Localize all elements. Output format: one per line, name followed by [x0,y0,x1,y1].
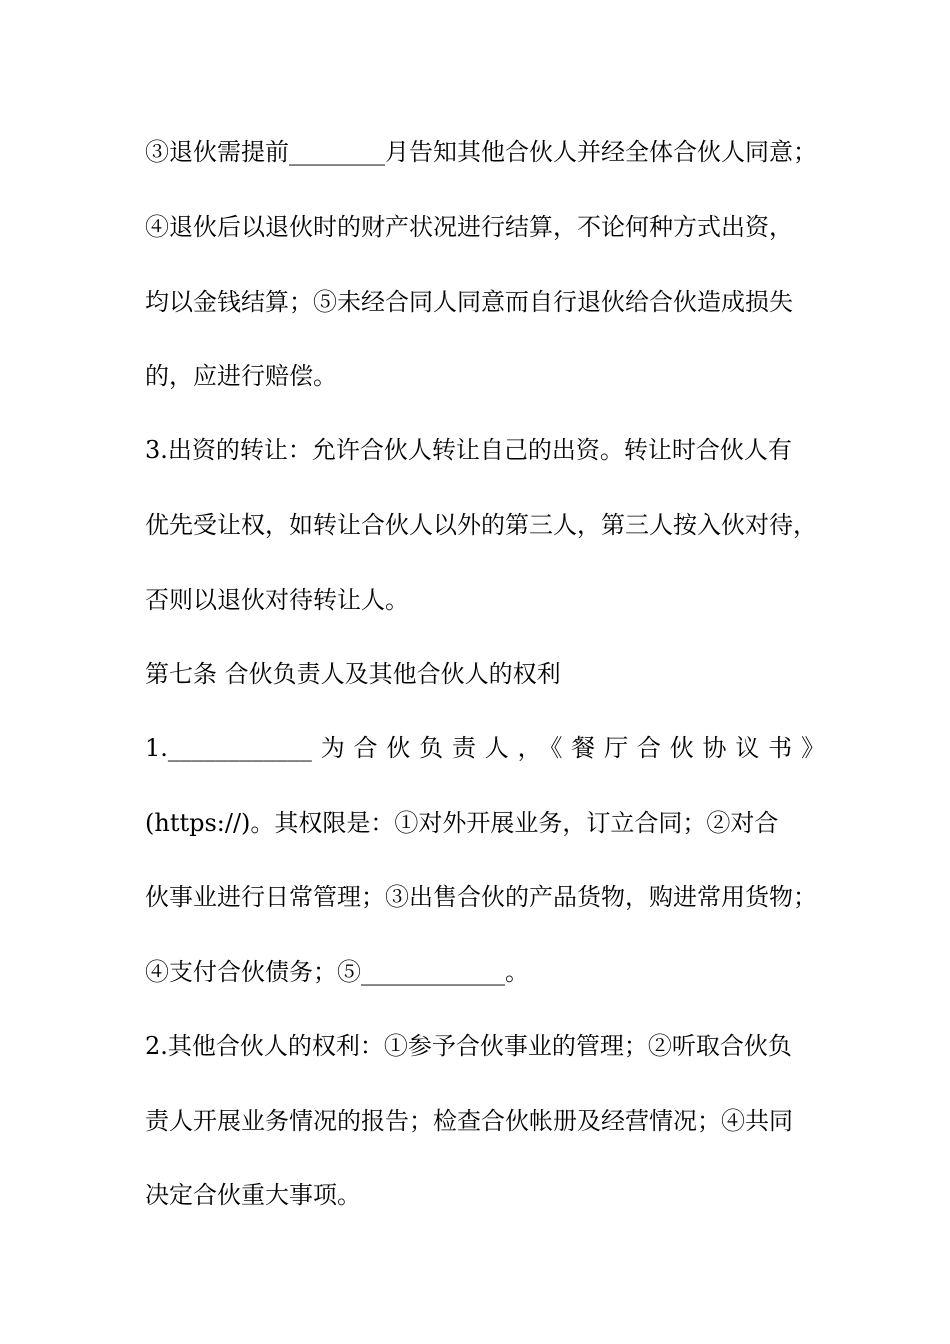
paragraph-line: 的，应进行赔偿。 [145,362,337,390]
paragraph-line: (https://)。其权限是：①对外开展业务，订立合同；②对合 [145,809,779,837]
paragraph-line: 伙事业进行日常管理；③出售合伙的产品货物，购进常用货物； [145,883,817,911]
paragraph-line: 否则以退伙对待转让人。 [145,586,409,614]
paragraph-line: 1.____________为合伙负责人，《餐厅合伙协议书》 [145,734,825,762]
paragraph-line: 均以金钱结算；⑤未经合同人同意而自行退伙给合伙造成损失 [145,288,793,316]
paragraph-line: 3.出资的转让：允许合伙人转让自己的出资。转让时合伙人有 [145,436,792,464]
paragraph-line: ④退伙后以退伙时的财产状况进行结算，不论何种方式出资， [145,213,793,241]
paragraph-line: ④支付合伙债务；⑤____________。 [145,958,529,986]
paragraph-line: 决定合伙重大事项。 [145,1181,361,1209]
paragraph-line: 2.其他合伙人的权利：①参予合伙事业的管理；②听取合伙负 [145,1032,792,1060]
section-heading: 第七条 合伙负责人及其他合伙人的权利 [145,660,561,688]
paragraph-line: 优先受让权，如转让合伙人以外的第三人，第三人按入伙对待， [145,511,817,539]
paragraph-line: 责人开展业务情况的报告；检查合伙帐册及经营情况；④共同 [145,1107,793,1135]
paragraph-line: ③退伙需提前________月告知其他合伙人并经全体合伙人同意； [145,138,817,166]
